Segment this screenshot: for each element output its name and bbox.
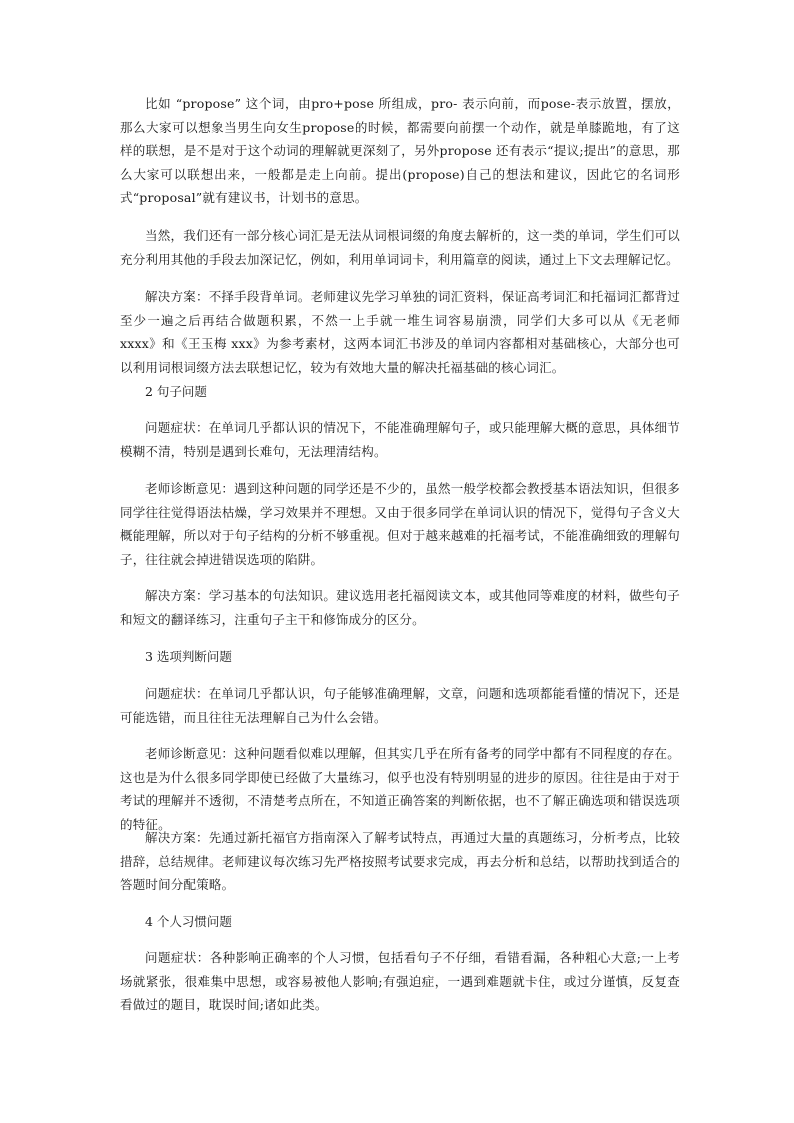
paragraph-core-vocabulary: 当然，我们还有一部分核心词汇是无法从词根词缀的角度去解析的，这一类的单词，学生们可以充分利用其他的手段去加深记忆，例如，利用单词词卡，利用篇章的阅读，通过上下文去理解记忆。 [120,228,680,267]
paragraph-option-diagnosis: 老师诊断意见：这种问题看似难以理解，但其实几乎在所有备考的同学中都有不同程度的存在。这也是为什么很多同学即使已经做了大量练习，似乎也没有特别明显的进步的原因。往往是由于对于考试的理解并不透彻，不清楚考点所在，不知道正确答案的判断依据，也不了解正确选项和错误选项的特征。 [120,746,680,832]
paragraph-option-solution: 解决方案：先通过新托福官方指南深入了解考试特点，再通过大量的真题练习，分析考点，比较措辞，总结规律。老师建议每次练习先严格按照考试要求完成，再去分析和总结，以帮助找到适合的答题时间分配策略。 [120,830,680,892]
heading-sentence-problem: 2 句子问题 [145,384,207,399]
heading-option-judgment: 3 选项判断问题 [145,649,232,664]
heading-personal-habits: 4 个人习惯问题 [145,914,232,929]
paragraph-vocabulary-solution: 解决方案：不择手段背单词。老师建议先学习单独的词汇资料，保证高考词汇和托福词汇都背过至少一遍之后再结合做题积累，不然一上手就一堆生词容易崩溃，同学们大多可以从《无老师 xxxx》和《王玉梅 xxx》为参考素材，这两本词汇书涉及的单词内容都相对基础核心，大部分也可以利用词根词缀方法去联想记忆，较为有效地大量的解决托福基础的核心词汇。 [120,289,680,375]
paragraph-propose-example: 比如 “propose” 这个词，由pro+pose 所组成，pro- 表示向前，而pose-表示放置，摆放， 那么大家可以想象当男生向女生propose的时候，都需要向前摆一个动作，就是单膝跪地，有了这样的联想，是不是对于这个动词的理解就更深刻了，另外propose 还有表示“提议;提出”的意思，那么大家可以联想出来，一般都是走上向前。提出(propose)自己的想法和建议，因此它的名词形式“proposal”就有建议书，计划书的意思。 [120,96,680,205]
paragraph-sentence-symptom: 问题症状：在单词几乎都认识的情况下，不能准确理解句子，或只能理解大概的意思，具体细节模糊不清，特别是遇到长难句，无法理清结构。 [120,420,680,459]
paragraph-habits-symptom: 问题症状：各种影响正确率的个人习惯，包括看句子不仔细，看错看漏，各种粗心大意;一上考场就紧张，很难集中思想，或容易被他人影响;有强迫症，一遇到难题就卡住，或过分谨慎，反复查看做过的题目，耽误时间;诸如此类。 [120,950,680,1012]
paragraph-sentence-diagnosis: 老师诊断意见：遇到这种问题的同学还是不少的，虽然一般学校都会教授基本语法知识，但很多同学往往觉得语法枯燥，学习效果并不理想。又由于很多同学在单词认识的情况下，觉得句子含义大概能理解，所以对于句子结构的分析不够重视。但对于越来越难的托福考试，不能准确细致的理解句子，往往就会掉进错误选项的陷阱。 [120,481,680,567]
paragraph-sentence-solution: 解决方案：学习基本的句法知识。建议选用老托福阅读文本，或其他同等难度的材料，做些句子和短文的翻译练习，注重句子主干和修饰成分的区分。 [120,588,680,627]
paragraph-option-symptom: 问题症状：在单词几乎都认识，句子能够准确理解，文章，问题和选项都能看懂的情况下，还是可能选错，而且往往无法理解自己为什么会错。 [120,686,680,725]
